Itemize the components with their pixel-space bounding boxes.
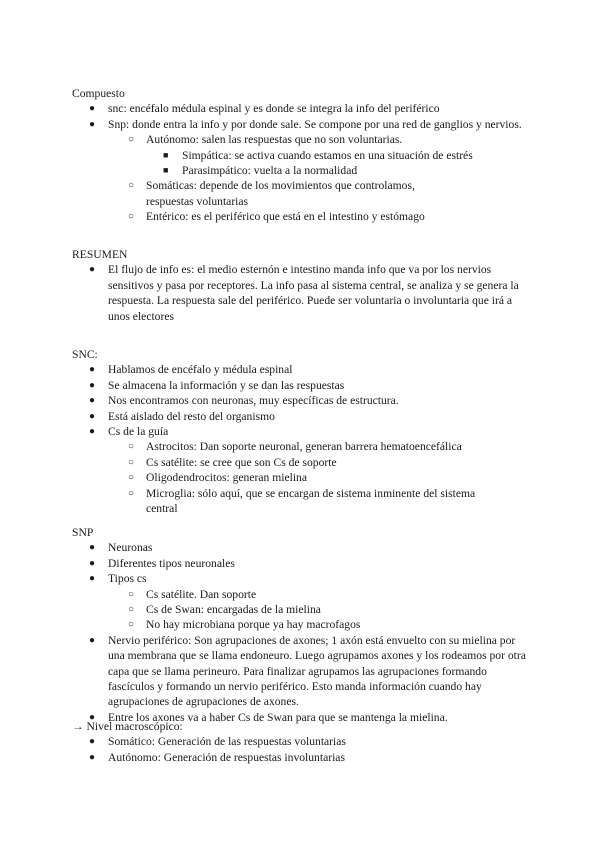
item-text: Somático: Generación de las respuestas voluntarias (108, 735, 346, 749)
compuesto-heading: Compuesto (72, 87, 125, 100)
list-item (72, 617, 532, 632)
list-item (72, 163, 532, 178)
item-text: Está aislado del resto del organismo (108, 409, 275, 423)
resumen-heading: RESUMEN (72, 248, 128, 261)
list-item (72, 556, 532, 571)
item-text: Cs satélite. Dan soporte (146, 587, 257, 601)
circle-bullet-icon: ○ (128, 456, 135, 468)
item-text: Cs satélite: se cree que son Cs de soporte (146, 455, 337, 469)
bullet-icon: ● (89, 542, 96, 554)
compuesto-list (72, 101, 532, 224)
bullet-icon: ● (89, 118, 96, 130)
item-text: El flujo de info es: el medio esternón e intestino manda info que va por los nervios sensitivos y pasa por receptores. La info pasa al sistema central, se analiza y se genera la respuesta. La respuesta sale del periférico. Puede ser voluntaria o involuntaria que irá a unos electores (108, 263, 519, 323)
item-text: Cs de Swan: encargadas de la mielina (146, 603, 321, 617)
item-text: Neuronas (108, 541, 153, 555)
item-text: Microglia: sólo aquí, que se encargan de sistema inminente del sistema central (146, 486, 476, 516)
list-item (72, 362, 532, 377)
item-text: Cs de la guía (108, 425, 169, 439)
circle-bullet-icon: ○ (128, 588, 135, 600)
list-item (72, 734, 532, 749)
list-item (72, 101, 532, 116)
item-text: Tipos cs (108, 572, 147, 586)
snp-section (72, 525, 532, 725)
item-text: Autónomo: Generación de respuestas involuntarias (108, 750, 345, 764)
snc-heading: SNC: (72, 348, 98, 361)
item-text: Nervio periférico: Son agrupaciones de axones; 1 axón está envuelto con su mielina por una membrana que se llama endoneuro. Luego agrupamos axones y los rodeamos por otra capa que se llama perineuro. Para finalizar agrupamos las agrupaciones formando fascículos y formando un nervio periférico. Esto manda información cuando hay agrupaciones de agrupaciones de axones. (108, 633, 526, 709)
item-text: Somáticas: depende de los movimientos que controlamos, respuestas voluntarias (146, 179, 415, 208)
bullet-icon: ● (89, 395, 96, 407)
item-text: Snp: donde entra la info y por donde sale. Se compone por una red de ganglios y nervios. (108, 117, 522, 131)
item-text: Simpática: se activa cuando estamos en una situación de estrés (182, 148, 473, 162)
item-text: Parasimpático: vuelta a la normalidad (182, 164, 358, 178)
list-item (72, 393, 532, 408)
compuesto-section (72, 86, 532, 225)
resumen-list (72, 262, 532, 324)
bullet-icon: ● (89, 751, 96, 763)
item-text: Nos encontramos con neuronas, muy específicas de estructura. (108, 394, 399, 408)
bullet-icon: ● (89, 557, 96, 569)
list-item (72, 378, 532, 393)
bullet-icon: ● (89, 410, 96, 422)
list-item (72, 587, 532, 602)
list-item (72, 486, 532, 517)
bullet-icon: ● (89, 364, 96, 376)
circle-bullet-icon: ○ (128, 211, 135, 223)
list-item (72, 602, 532, 617)
list-item (72, 117, 532, 132)
item-text: Entre los axones va a haber Cs de Swan para que se mantenga la mielina. (108, 710, 448, 724)
list-item (72, 571, 532, 586)
nivel-section (72, 719, 532, 765)
item-text: snc: encéfalo médula espinal y es donde se integra la info del periférico (108, 102, 440, 116)
list-item (72, 148, 532, 163)
item-text: No hay microbiana porque ya hay macrofagos (146, 618, 361, 632)
snc-list (72, 362, 532, 516)
item-text: Se almacena la información y se dan las respuestas (108, 378, 345, 392)
circle-bullet-icon: ○ (128, 472, 135, 484)
resumen-section (72, 247, 532, 324)
list-item (72, 633, 532, 710)
nivel-list (72, 734, 532, 765)
snp-list (72, 540, 532, 725)
bullet-icon: ● (89, 736, 96, 748)
bullet-icon: ● (89, 634, 96, 646)
bullet-icon: ● (89, 379, 96, 391)
bullet-icon: ● (89, 426, 96, 438)
item-text: Astrocitos: Dan soporte neuronal, generan barrera hematoencefálica (146, 440, 462, 454)
square-bullet-icon: ■ (163, 149, 169, 160)
item-text: Diferentes tipos neuronales (108, 556, 235, 570)
snc-section (72, 347, 532, 516)
item-text: Autónomo: salen las respuestas que no son voluntarias. (146, 133, 403, 147)
list-item (72, 470, 532, 485)
bullet-icon: ● (89, 573, 96, 585)
circle-bullet-icon: ○ (128, 134, 135, 146)
bullet-icon: ● (89, 711, 96, 723)
circle-bullet-icon: ○ (128, 180, 135, 192)
item-text: Oligodendrocitos: generan mielina (146, 471, 307, 485)
list-item (72, 409, 532, 424)
snp-heading: SNP (72, 526, 94, 539)
nivel-heading: → Nivel macroscópico: (72, 720, 183, 733)
list-item (72, 262, 532, 324)
item-text: Entérico: es el periférico que está en el intestino y estómago (146, 210, 425, 224)
item-text: Hablamos de encéfalo y médula espinal (108, 363, 293, 377)
list-item (72, 455, 532, 470)
circle-bullet-icon: ○ (128, 604, 135, 616)
square-bullet-icon: ■ (163, 165, 169, 176)
list-item (72, 178, 532, 209)
list-item (72, 439, 532, 454)
circle-bullet-icon: ○ (128, 441, 135, 453)
list-item (72, 424, 532, 439)
list-item (72, 132, 532, 147)
list-item (72, 209, 532, 224)
circle-bullet-icon: ○ (128, 619, 135, 631)
list-item (72, 540, 532, 555)
circle-bullet-icon: ○ (128, 487, 135, 499)
bullet-icon: ● (89, 103, 96, 115)
list-item (72, 750, 532, 765)
bullet-icon: ● (89, 264, 96, 276)
